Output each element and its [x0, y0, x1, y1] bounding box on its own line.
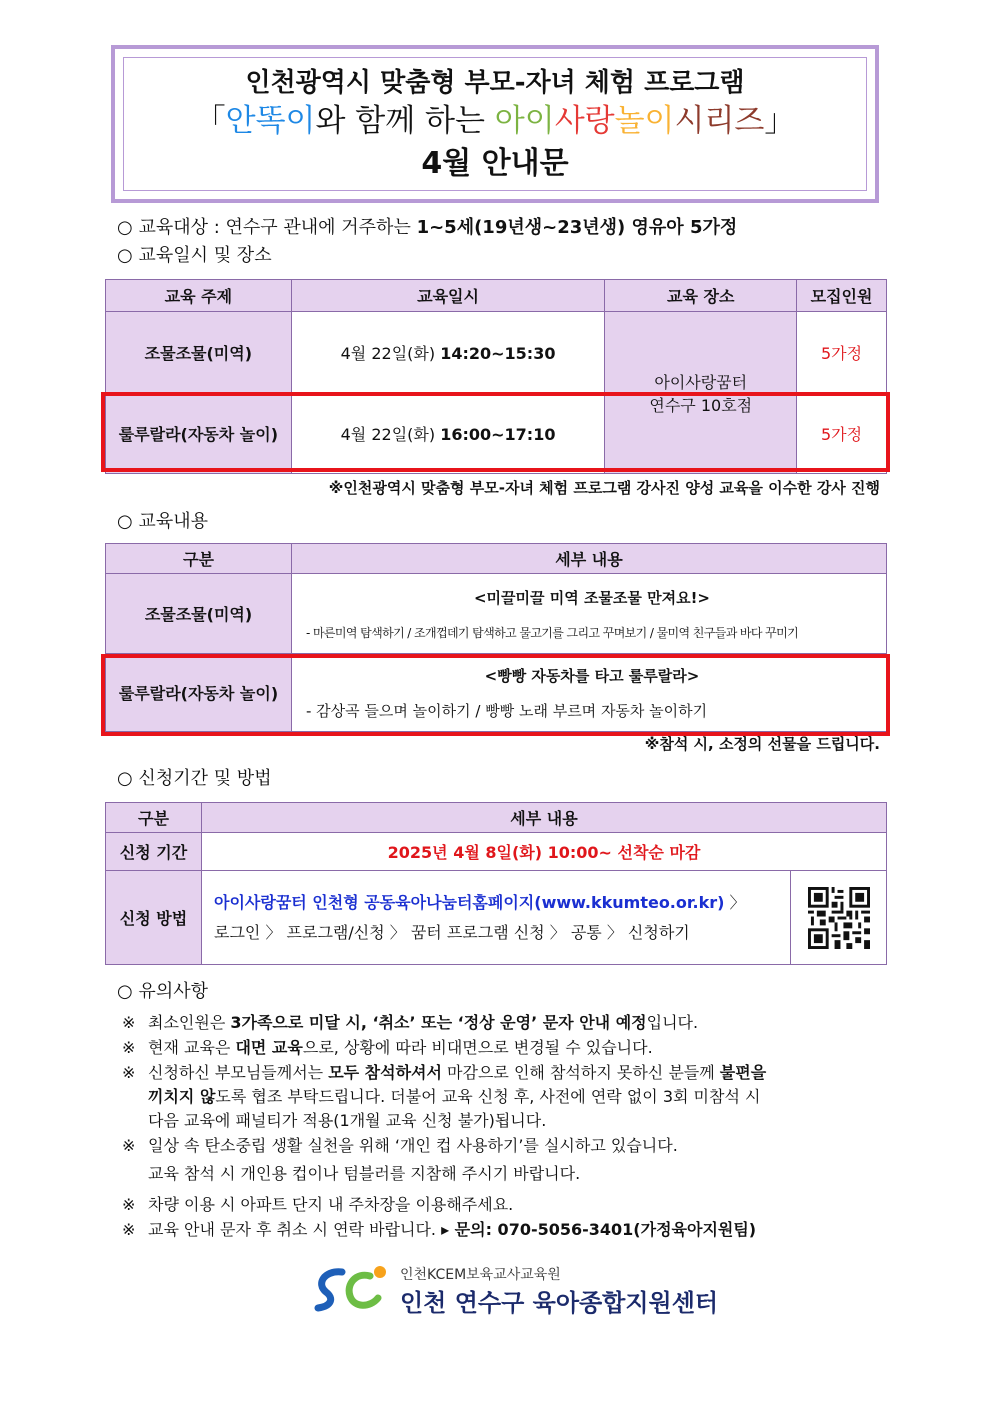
method-arrow: 〉	[724, 892, 746, 912]
apply-heading: ○ 신청기간 및 방법	[117, 768, 272, 789]
notice-mark: ※	[122, 1063, 136, 1082]
content-heading: ○ 교육내용	[117, 511, 208, 532]
notice-text: 다음 교육에 패널티가 적용(1개월 교육 신청 불가)됩니다.	[148, 1111, 547, 1130]
highlight-box-content	[101, 654, 890, 736]
notice-mark: ※	[122, 1220, 136, 1239]
schedule-count: 5가정	[797, 312, 887, 394]
apply-method-steps: 로그인 〉 프로그램/신청 〉 꿈터 프로그램 신청 〉 공통 〉 신청하기	[214, 922, 690, 942]
schedule-note: ※인천광역시 맞춤형 부모-자녀 체험 프로그램 강사진 양성 교육을 이수한 강사 진행	[328, 479, 880, 497]
notice-mark: ※	[122, 1038, 136, 1057]
content-detail-text: - 감상곡 들으며 놀이하기 / 빵빵 노래 부르며 자동차 놀이하기	[306, 701, 708, 720]
content-header-category: 구분	[106, 544, 292, 574]
table-row	[106, 312, 887, 394]
notice-text: 마감으로 인해 참석하지 못하신 분들께	[441, 1063, 720, 1082]
notice-text: 신청하신 부모님들께서는	[148, 1063, 329, 1082]
table-row	[106, 574, 887, 654]
title-ai: 아이	[494, 103, 555, 139]
notice-bold: 불편을	[719, 1063, 767, 1082]
target-bold: 1~5세(19년생~23년생) 영유아 5가정	[416, 217, 738, 238]
notice-bold: 끼치지 않	[148, 1087, 216, 1106]
notice-bold: 3가족으로 미달 시, ‘취소’ 또는 ‘정상 운영’ 문자 안내 예정	[230, 1013, 647, 1032]
notice-mark: ※	[122, 1136, 136, 1155]
notice-text: 일상 속 탄소중립 생활 실천을 위해 ‘개인 컵 사용하기’를 실시하고 있습니다.	[148, 1136, 678, 1155]
footer-main: 인천 연수구 육아종합지원센터	[400, 1289, 719, 1317]
notice-text: 차량 이용 시 아파트 단지 내 주차장을 이용해주세요.	[148, 1195, 514, 1214]
schedule-place-line2: 연수구 10호점	[649, 395, 753, 415]
content-detail-title: <빵빵 자동차를 타고 룰루랄라>	[484, 666, 700, 685]
schedule-count: 5가정	[797, 394, 887, 474]
apply-method-cell	[202, 871, 791, 965]
content-header-detail: 세부 내용	[292, 544, 887, 574]
schedule-date: 4월 22일(화)	[340, 425, 441, 444]
schedule-place-line1: 아이사랑꿈터	[654, 372, 748, 392]
notice-item	[122, 1036, 882, 1060]
notice-text: 현재 교육은	[148, 1038, 236, 1057]
title-series: 시리즈	[674, 103, 765, 139]
center-logo-icon	[312, 1262, 394, 1314]
notice-bold: 대면 교육	[235, 1038, 303, 1057]
title-nori: 놀이	[614, 103, 675, 139]
schedule-header-date: 교육일시	[291, 280, 605, 312]
schedule-time: 14:20~15:30	[440, 344, 556, 363]
schedule-topic: 룰루랄라(자동차 놀이)	[106, 394, 292, 474]
title-with: 와 함께 하는	[315, 103, 495, 139]
target-line	[117, 216, 737, 240]
apply-method-label: 신청 방법	[106, 871, 202, 965]
table-row	[106, 833, 887, 871]
apply-header-category: 구분	[106, 803, 202, 833]
qr-cell	[791, 871, 887, 965]
notice-mark: ※	[122, 1195, 136, 1214]
content-topic: 조물조물(미역)	[106, 574, 292, 654]
schedule-header-place: 교육 장소	[605, 280, 797, 312]
notice-text: 입니다.	[646, 1013, 699, 1032]
schedule-header-count: 모집인원	[797, 280, 887, 312]
notice-mark: ※	[122, 1013, 136, 1032]
notice-text: 교육 안내 문자 후 취소 시 연락 바랍니다.	[148, 1220, 442, 1239]
schedule-topic: 조물조물(미역)	[106, 312, 292, 394]
notice-item	[122, 1134, 882, 1186]
notice-bold: 모두 참석하셔서	[328, 1063, 442, 1082]
target-bullet: ○	[117, 217, 133, 238]
title-sarang: 사랑	[554, 103, 615, 139]
content-detail-text: - 마른미역 탐색하기 / 조개껍데기 탐색하고 물고기를 그리고 꾸며보기 / 물미역 친구들과 바다 꾸미기	[306, 625, 799, 640]
footer-sub: 인천KCEM보육교사교육원	[400, 1267, 561, 1283]
qr-code-icon[interactable]	[808, 887, 870, 949]
title-line2	[124, 100, 866, 142]
notice-item	[122, 1011, 882, 1035]
notice-text: 으로, 상황에 따라 비대면으로 변경될 수 있습니다.	[302, 1038, 653, 1057]
notice-item	[122, 1061, 882, 1133]
title-inner	[123, 57, 867, 191]
notice-item	[122, 1218, 882, 1242]
table-row	[106, 871, 887, 965]
notice-item	[122, 1193, 882, 1217]
notice-heading: ○ 유의사항	[117, 981, 208, 1002]
schedule-time: 16:00~17:10	[440, 425, 556, 444]
schedule-date: 4월 22일(화)	[340, 344, 441, 363]
title-box	[111, 45, 879, 203]
apply-period-label: 신청 기간	[106, 833, 202, 871]
title-antok: 안똑이	[225, 103, 316, 139]
content-note: ※참석 시, 소정의 선물을 드립니다.	[644, 735, 880, 753]
homepage-link[interactable]: 아이사랑꿈터 인천형 공동육아나눔터홈페이지(www.kkumteo.or.kr)	[214, 892, 725, 912]
schedule-heading: ○ 교육일시 및 장소	[117, 245, 272, 266]
title-line3: 4월 안내문	[421, 146, 569, 181]
content-detail-cell	[292, 574, 887, 654]
title-line1: 인천광역시 맞춤형 부모-자녀 체험 프로그램	[245, 68, 745, 98]
apply-period-value: 2025년 4월 8일(화) 10:00~ 선착순 마감	[202, 833, 887, 871]
apply-header-detail: 세부 내용	[202, 803, 887, 833]
highlight-box-schedule	[101, 392, 890, 472]
contact-info: ▸ 문의: 070-5056-3401(가정육아지원팀)	[441, 1220, 757, 1239]
target-label: 교육대상 : 연수구 관내에 거주하는	[138, 217, 417, 238]
apply-table	[105, 802, 887, 965]
content-detail-title: <미끌미끌 미역 조물조물 만져요!>	[473, 588, 710, 607]
notice-text: 도록 협조 부탁드립니다. 더불어 교육 신청 후, 사전에 연락 없이 3회 미참석 시	[215, 1087, 761, 1106]
content-topic: 룰루랄라(자동차 놀이)	[106, 654, 292, 732]
notice-text: 최소인원은	[148, 1013, 231, 1032]
schedule-header-topic: 교육 주제	[106, 280, 292, 312]
title-bracket-open: 「	[194, 103, 226, 139]
schedule-datetime	[291, 312, 605, 394]
title-bracket-close: 」	[764, 103, 796, 139]
notice-text: 교육 참석 시 개인용 컵이나 텀블러를 지참해 주시기 바랍니다.	[148, 1164, 581, 1183]
